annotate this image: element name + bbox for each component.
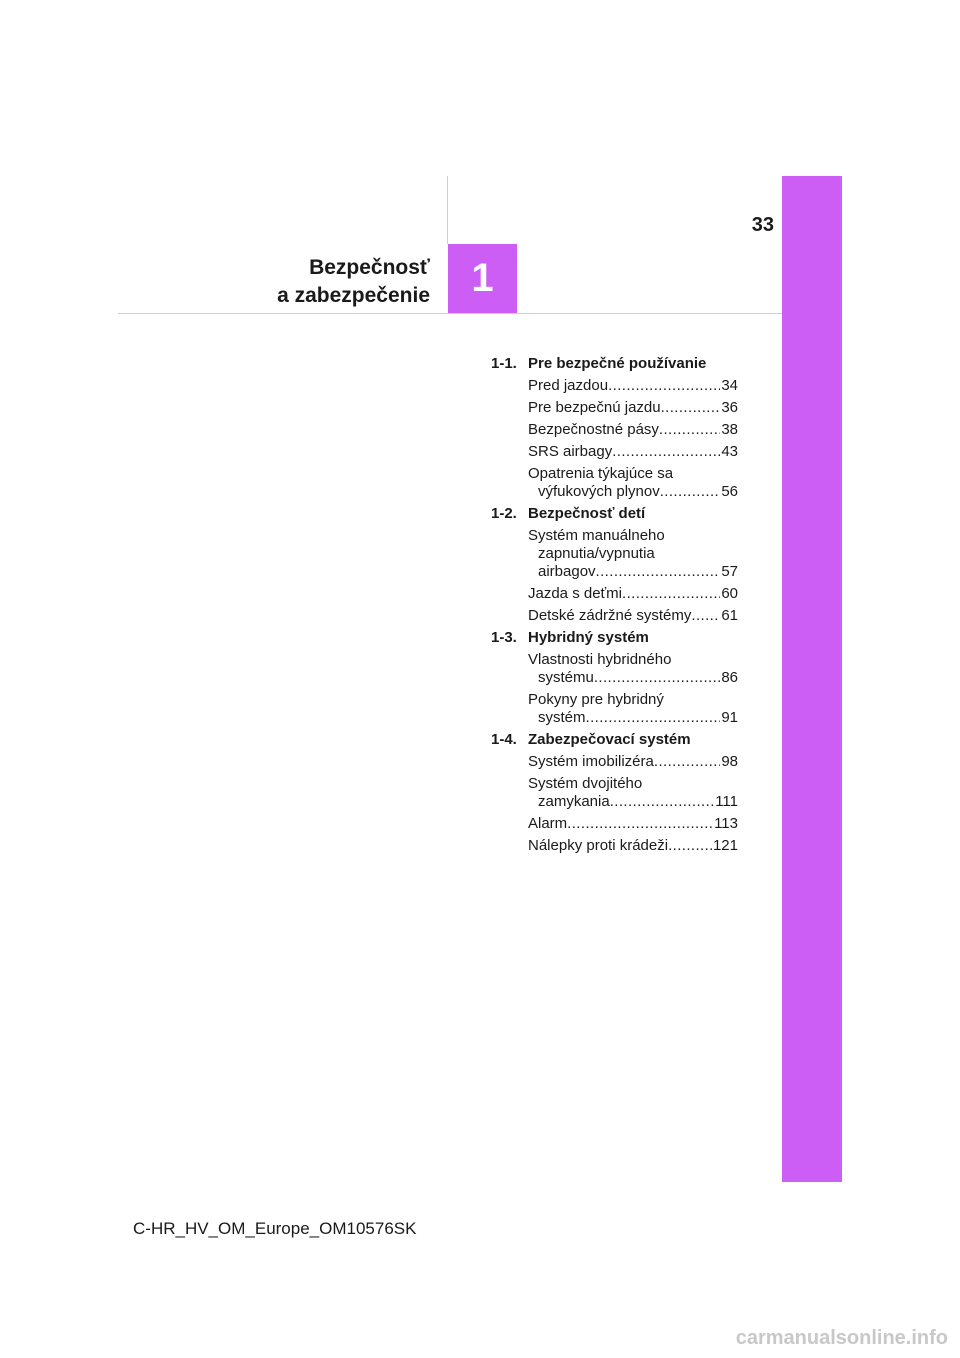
toc-entry[interactable]: [528, 835, 738, 857]
toc-entry-line: [528, 585, 738, 603]
header-horizontal-rule: [118, 313, 782, 314]
toc-entry-text: Systém dvojitého: [528, 775, 643, 792]
toc-entry-line: [528, 651, 738, 669]
toc-section[interactable]: [491, 503, 738, 525]
toc-entry[interactable]: [528, 813, 738, 835]
dot-leader: [610, 793, 714, 811]
toc-entry-page: 98: [721, 753, 738, 770]
toc-entry-line: [528, 775, 738, 793]
document-footer: C-HR_HV_OM_Europe_OM10576SK: [133, 1219, 417, 1238]
toc-entry-text: výfukových plynov: [538, 483, 660, 500]
table-of-contents: [491, 353, 738, 857]
dot-leader: [661, 399, 721, 417]
toc-entry-page: 111: [715, 793, 738, 810]
toc-entry[interactable]: [528, 463, 738, 503]
toc-entry-line: [528, 377, 738, 395]
toc-entry[interactable]: [528, 583, 738, 605]
toc-entry-line: [528, 563, 738, 581]
toc-entry-line: [528, 443, 738, 461]
toc-entry[interactable]: [528, 419, 738, 441]
page-number: 33: [751, 214, 774, 236]
dot-leader: [612, 443, 720, 461]
toc-entry[interactable]: [528, 397, 738, 419]
toc-entry[interactable]: [528, 773, 738, 813]
toc-entry-line: [528, 815, 738, 833]
chapter-title-line-1: Bezpečnosť: [309, 256, 430, 279]
toc-entry[interactable]: [528, 441, 738, 463]
toc-entry-text: Systém manuálneho: [528, 527, 665, 544]
dot-leader: [608, 377, 720, 395]
toc-entry-text: Pre bezpečnú jazdu: [528, 399, 661, 416]
toc-entry-page: 60: [721, 585, 738, 602]
toc-entry-page: 113: [714, 815, 738, 832]
toc-entry-page: 43: [721, 443, 738, 460]
toc-entry-text: systém: [538, 709, 586, 726]
toc-entry-page: 121: [712, 837, 738, 854]
chapter-number-box: 1: [448, 244, 517, 313]
toc-entry-text: zamykania: [538, 793, 610, 810]
dot-leader: [660, 483, 721, 501]
toc-entry-page: 57: [721, 563, 738, 580]
toc-entry-line: [528, 545, 738, 563]
toc-entry-text: Opatrenia týkajúce sa: [528, 465, 674, 482]
toc-entry-text: Systém imobilizéra: [528, 753, 654, 770]
header-vertical-rule: [447, 176, 448, 244]
toc-entry-line: [528, 669, 738, 687]
toc-entry-text: systému: [538, 669, 594, 686]
dot-leader: [654, 753, 720, 771]
toc-entry-page: 91: [721, 709, 738, 726]
toc-section-number: 1-1.: [491, 355, 517, 372]
toc-entry-page: 34: [721, 377, 738, 394]
toc-section[interactable]: [491, 729, 738, 751]
toc-section-number: 1-4.: [491, 731, 517, 748]
toc-entry-text: Detské zádržné systémy: [528, 607, 692, 624]
toc-entry-line: [528, 399, 738, 417]
toc-section-title: Pre bezpečné používanie: [528, 355, 707, 372]
toc-section-number: 1-3.: [491, 629, 517, 646]
toc-entry-text: Bezpečnostné pásy: [528, 421, 659, 438]
toc-section-title: Zabezpečovací systém: [528, 731, 691, 748]
toc-entry-line: [528, 607, 738, 625]
toc-entry[interactable]: [528, 751, 738, 773]
toc-entry-page: 61: [721, 607, 738, 624]
toc-entry-text: Nálepky proti krádeži: [528, 837, 669, 854]
chapter-title-line-2: a zabezpečenie: [277, 284, 430, 307]
dot-leader: [586, 709, 721, 727]
toc-entry[interactable]: [528, 649, 738, 689]
toc-section-number: 1-2.: [491, 505, 517, 522]
toc-entry[interactable]: [528, 605, 738, 627]
dot-leader: [596, 563, 721, 581]
dot-leader: [622, 585, 720, 603]
toc-entry-line: [528, 691, 738, 709]
toc-entry[interactable]: [528, 375, 738, 397]
toc-section-title: Bezpečnosť detí: [528, 505, 646, 522]
toc-entry-page: 56: [721, 483, 738, 500]
toc-entry-text: Pred jazdou: [528, 377, 609, 394]
toc-entry-line: [528, 421, 738, 439]
toc-entry-text: airbagov: [538, 563, 596, 580]
toc-entry-line: [528, 483, 738, 501]
chapter-side-tab: [782, 176, 842, 1182]
toc-entry-line: [528, 465, 738, 483]
dot-leader: [567, 815, 713, 833]
toc-entry-page: 38: [721, 421, 738, 438]
toc-entry-text: Vlastnosti hybridného: [528, 651, 672, 668]
dot-leader: [594, 669, 720, 687]
toc-entry[interactable]: [528, 689, 738, 729]
dot-leader: [691, 607, 720, 625]
toc-entry-text: Pokyny pre hybridný: [528, 691, 664, 708]
toc-entry-line: [528, 837, 738, 855]
dot-leader: [668, 837, 712, 855]
toc-section[interactable]: [491, 627, 738, 649]
toc-section[interactable]: [491, 353, 738, 375]
toc-entry-line: [528, 527, 738, 545]
toc-entry-text: zapnutia/vypnutia: [538, 545, 655, 562]
toc-entry-text: Jazda s deťmi: [528, 585, 622, 602]
watermark-text: carmanualsonline.info: [735, 1327, 948, 1349]
toc-entry-text: SRS airbagy: [528, 443, 613, 460]
toc-section-title: Hybridný systém: [528, 629, 649, 646]
chapter-title: [277, 254, 430, 310]
dot-leader: [659, 421, 720, 439]
toc-entry-page: 36: [721, 399, 738, 416]
toc-entry-text: Alarm: [528, 815, 568, 832]
toc-entry[interactable]: [528, 525, 738, 583]
toc-entry-line: [528, 753, 738, 771]
toc-entry-line: [528, 709, 738, 727]
toc-entry-page: 86: [721, 669, 738, 686]
toc-entry-line: [528, 793, 738, 811]
